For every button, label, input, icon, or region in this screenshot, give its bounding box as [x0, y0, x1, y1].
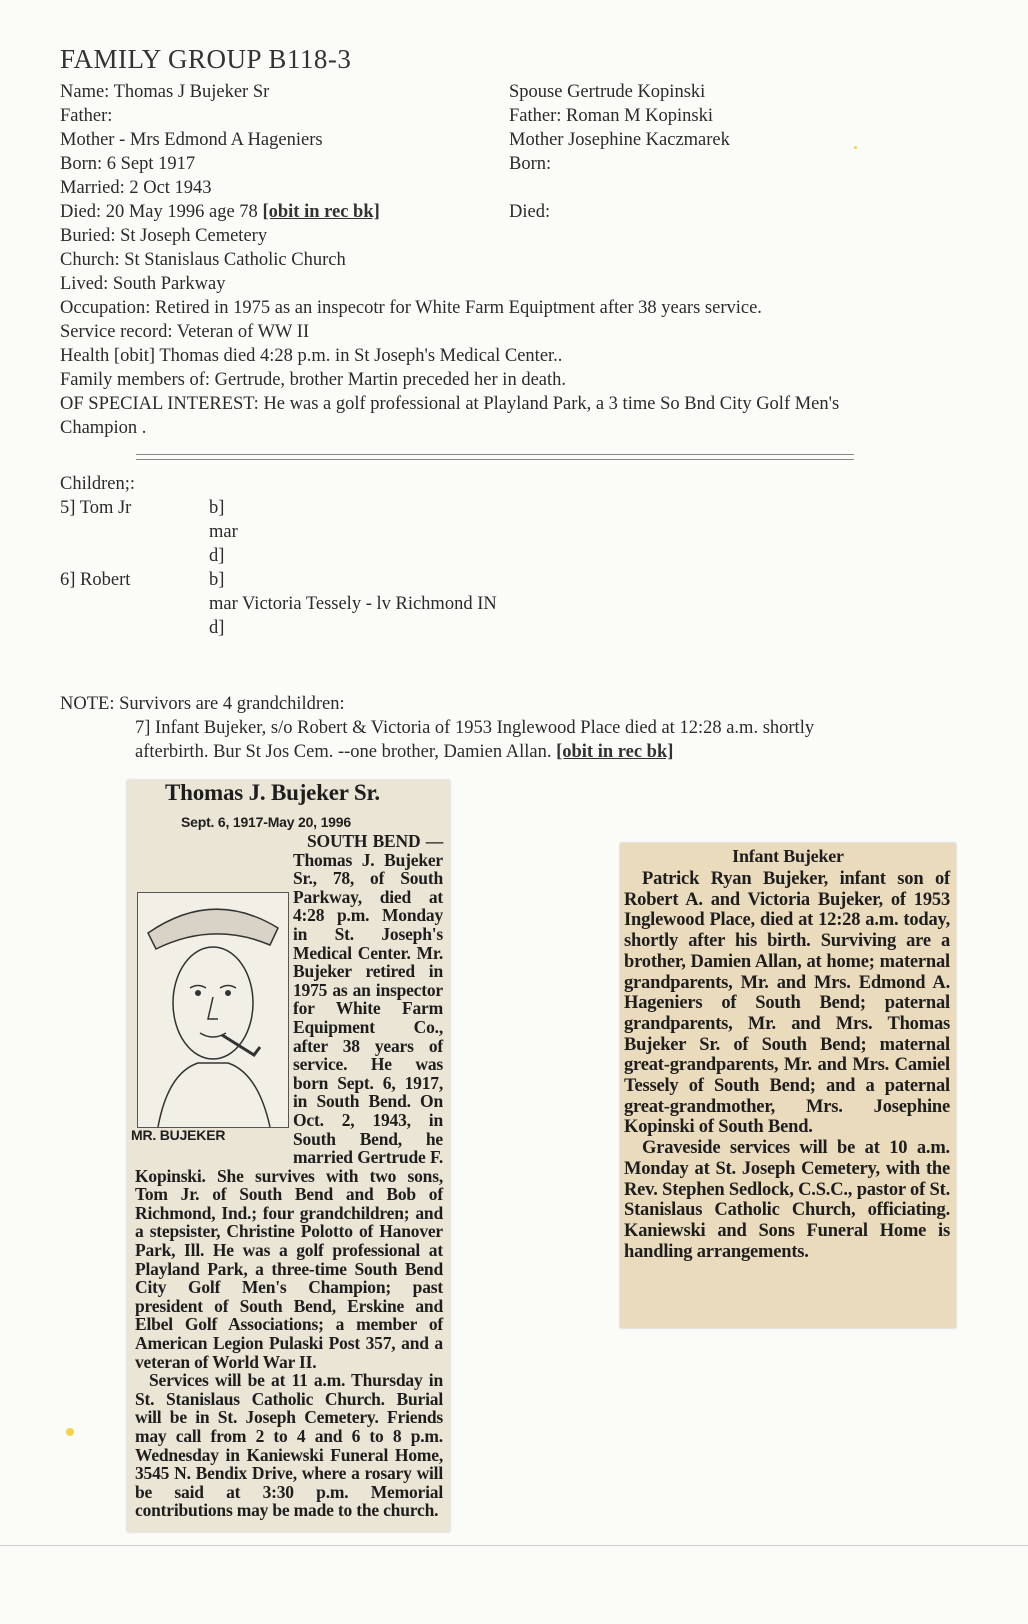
field-died	[60, 200, 380, 224]
obit-link[interactable]: [obit in rec bk]	[556, 742, 674, 762]
clipping-paragraph: Services will be at 11 a.m. Thursday in St. Stanislaus Catholic Church. Burial will be in St. Joseph Cemetery. Friends may call from 2 to 4 and 6 to 8 p.m. Wednesday in Kaniewski Funeral Home, 3545 N. Bendix Drive, where a rosary will be said at 3:30 p.m. Memorial contributions may be made to the church.	[135, 1370, 443, 1521]
clipping-headline: Infant Bujeker	[732, 846, 844, 866]
page-edge	[0, 1545, 1028, 1546]
child-name: 5] Tom Jr	[60, 498, 132, 518]
field-church: Church: St Stanislaus Catholic Church	[60, 250, 346, 270]
clipping-body	[624, 869, 950, 1262]
field-mother: Mother - Mrs Edmond A Hageniers	[60, 130, 323, 150]
note-item-text: afterbirth. Bur St Jos Cem. --one brother, Damien Allan.	[135, 742, 552, 762]
field-service-record: Service record: Veteran of WW II	[60, 322, 310, 342]
field-name: Name: Thomas J Bujeker Sr	[60, 82, 270, 102]
obit-link[interactable]: [obit in rec bk]	[262, 202, 380, 222]
field-special-interest: OF SPECIAL INTEREST: He was a golf professional at Playland Park, a 3 time So Bnd City Golf Men's	[60, 394, 840, 414]
clipping-paragraph: Graveside services will be at 10 a.m. Monday at St. Joseph Cemetery, with the Rev. Stephen Sedlock, C.S.C., pastor of St. Stanislaus Catholic Church, officiating. Kaniewski and Sons Funeral Home is handling arrangements.	[624, 1138, 950, 1262]
yellow-mark	[854, 146, 857, 149]
field-spouse-mother: Mother Josephine Kaczmarek	[509, 130, 730, 150]
child-married: mar Victoria Tessely - lv Richmond IN	[209, 594, 497, 614]
clipping-headline: Thomas J. Bujeker Sr.	[165, 780, 380, 805]
note-line: NOTE: Survivors are 4 grandchildren:	[60, 694, 345, 714]
note-item-cont	[135, 740, 673, 764]
page-title: FAMILY GROUP B118-3	[60, 44, 352, 74]
field-spouse-died: Died:	[509, 202, 551, 222]
child-born: b]	[209, 498, 225, 518]
field-spouse-father: Father: Roman M Kopinski	[509, 106, 714, 126]
child-name: 6] Robert	[60, 570, 131, 590]
clipping-paragraph: SOUTH BEND — Thomas J. Bujeker Sr., 78, of South Parkway, died at 4:28 p.m. Monday in St. Joseph's Medical Center. Mr. Bujeker retired in 1975 as an inspector for White Farm Equipment Co., after 38 years of service. He was born Sept. 6, 1917, in South Bend. On Oct. 2, 1943, in South Bend, he married Gertrude F. Kopinski. She survives with two sons, Tom Jr. of South Bend and Bob of Richmond, Ind.; four grandchildren; and a stepsister, Christine Polotto of Hanover Park, Ill. He was a golf professional at Playland Park, a three-time South Bend City Golf Men's Champion; past president of South Bend, Erskine and Elbel Golf Associations; a member of American Legion Pulaski Post 357, and a veteran of World War II.	[135, 831, 443, 1372]
note-item: 7] Infant Bujeker, s/o Robert & Victoria of 1953 Inglewood Place died at 12:28 a.m. shortly	[135, 718, 815, 738]
field-special-interest-cont: Champion .	[60, 418, 147, 438]
child-born: b]	[209, 570, 225, 590]
field-father: Father:	[60, 106, 113, 126]
child-married: mar	[209, 522, 238, 542]
died-text: Died: 20 May 1996 age 78	[60, 202, 258, 222]
infant-obituary-clipping	[620, 843, 956, 1328]
obituary-clipping	[127, 780, 450, 1532]
field-married: Married: 2 Oct 1943	[60, 178, 212, 198]
children-label: Children;:	[60, 474, 136, 494]
field-spouse-born: Born:	[509, 154, 552, 174]
field-buried: Buried: St Joseph Cemetery	[60, 226, 268, 246]
field-born: Born: 6 Sept 1917	[60, 154, 196, 174]
portrait-sketch	[138, 893, 288, 1127]
yellow-mark	[66, 1428, 74, 1436]
field-lived: Lived: South Parkway	[60, 274, 226, 294]
field-family-members: Family members of: Gertrude, brother Martin preceded her in death.	[60, 370, 567, 390]
field-health: Health [obit] Thomas died 4:28 p.m. in St Joseph's Medical Center..	[60, 346, 563, 366]
portrait-caption: MR. BUJEKER	[131, 1127, 226, 1143]
portrait-photo	[137, 892, 289, 1128]
child-died: d]	[209, 618, 225, 638]
child-died: d]	[209, 546, 225, 566]
separator	[136, 454, 854, 460]
field-spouse: Spouse Gertrude Kopinski	[509, 82, 706, 102]
field-occupation: Occupation: Retired in 1975 as an inspecotr for White Farm Equiptment after 38 years service.	[60, 298, 762, 318]
clipping-paragraph: Patrick Ryan Bujeker, infant son of Robert A. and Victoria Bujeker, of 1953 Inglewood Place, died at 12:28 a.m. today, shortly after his birth. Surviving are a brother, Damien Allan, at home; maternal grandparents, Mr. and Mrs. Edmond A. Hageniers of South Bend; paternal grandparents, Mr. and Mrs. Thomas Bujeker Sr. of South Bend; maternal great-grandparents, Mr. and Mrs. Camiel Tessely of South Bend; and a paternal great-grandmother, Mrs. Josephine Kopinski of South Bend.	[624, 869, 950, 1138]
clipping-dates: Sept. 6, 1917-May 20, 1996	[181, 814, 351, 830]
